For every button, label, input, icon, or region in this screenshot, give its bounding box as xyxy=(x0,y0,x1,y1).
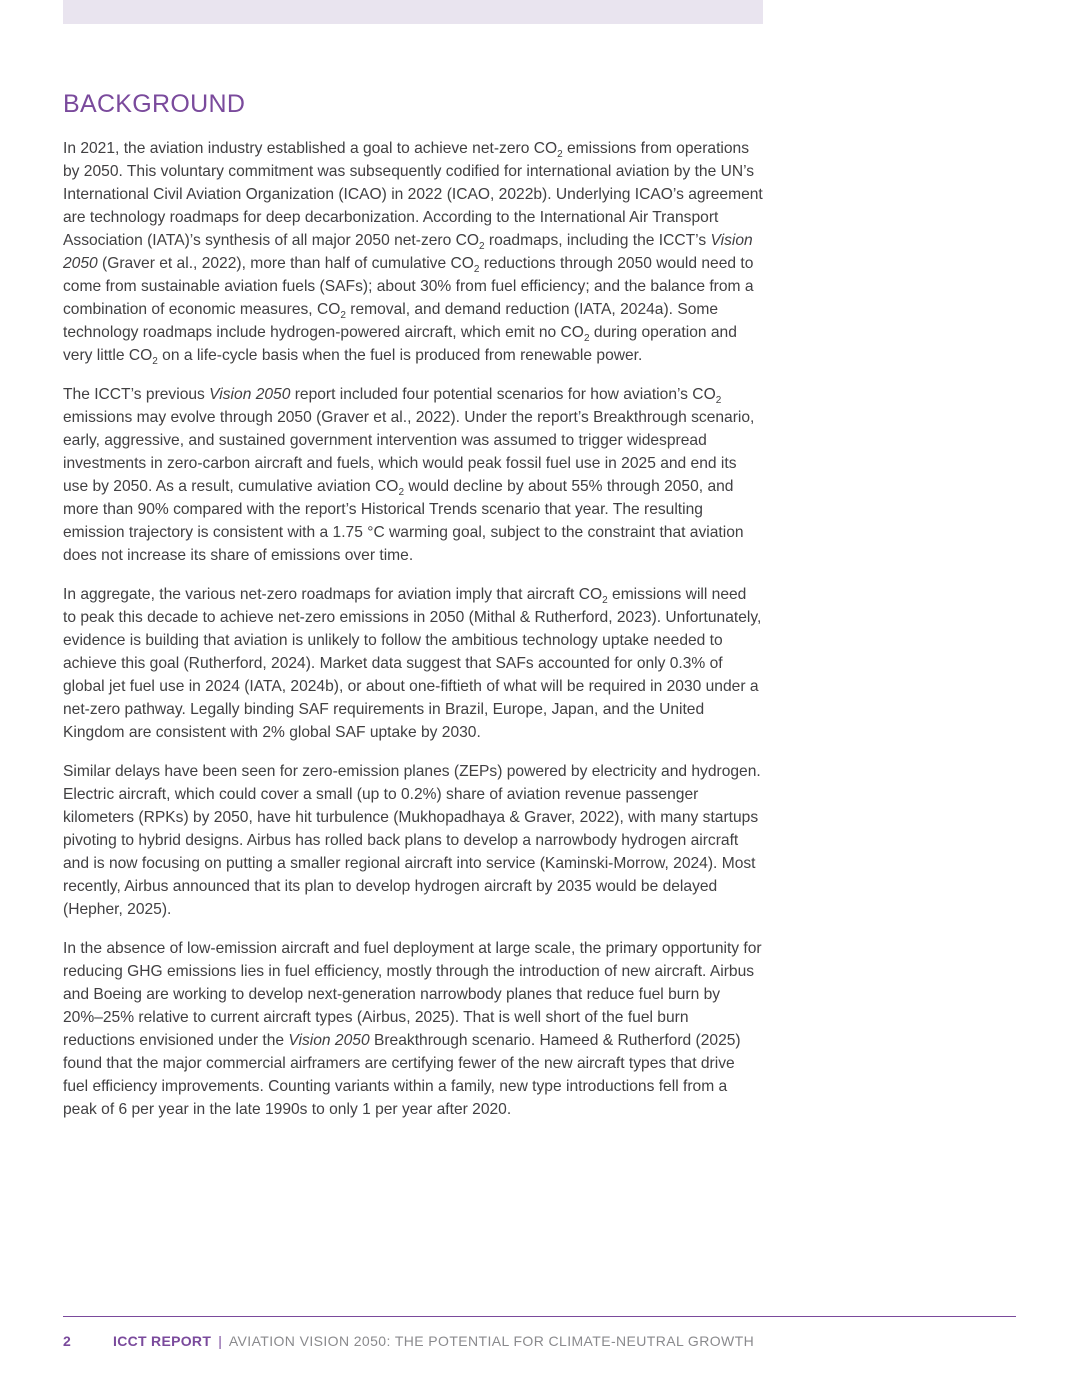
p1-subscript-5: 2 xyxy=(583,333,590,344)
p1-subscript-3: 2 xyxy=(473,264,480,275)
p1-text-7: during operation and very little CO xyxy=(63,324,737,364)
p3-text-2: emissions will need to peak this decade to achieve net-zero emissions in 2050 (Mithal & Rutherford, 2023). Unfortunately, evidence is building that aviation is unlikely to follow the ambitious technology uptake needed to achieve this goal (Rutherford, 2024). Market data suggest that SAFs accounted for only 0.3% of global jet fuel use in 2024 (IATA, 2024b), or about one-fiftieth of what will be required in 2030 under a net-zero pathway. Legally binding SAF requirements in Brazil, Europe, Japan, and the United Kingdom are consistent with 2% global SAF uptake by 2030. xyxy=(63,586,762,741)
p2-text-2: report included four potential scenarios for how aviation’s CO xyxy=(290,386,716,403)
p1-text-5: reductions through 2050 would need to come from sustainable aviation fuels (SAFs); about 30% from fuel efficiency; and the balance from a combination of economic measures, CO xyxy=(63,255,754,318)
p2-text-4: would decline by about 55% through 2050, and more than 90% compared with the report’s Historical Trends scenario that year. The resulting emission trajectory is consistent with a 1.75 °C warming goal, subject to the constraint that aviation does not increase its share of emissions over time. xyxy=(63,478,744,564)
p5-italic-1: Vision 2050 xyxy=(288,1032,370,1049)
body-text xyxy=(63,137,763,1137)
p1-text-3: roadmaps, including the ICCT’s xyxy=(484,232,711,249)
p1-italic-1: Vision 2050 xyxy=(63,232,753,272)
header-band xyxy=(63,0,763,24)
footer-divider xyxy=(63,1316,1016,1317)
p1-text-8: on a life-cycle basis when the fuel is produced from renewable power. xyxy=(157,347,643,364)
p5-text-2: Breakthrough scenario. Hameed & Rutherford (2025) found that the major commercial airframers are certifying fewer of the new aircraft types that drive fuel efficiency improvements. Counting variants within a family, new type introductions fell from a peak of 6 per year in the late 1990s to only 1 per year after 2020. xyxy=(63,1032,741,1118)
page-footer xyxy=(63,1332,754,1350)
footer-report-title: AVIATION VISION 2050: THE POTENTIAL FOR CLIMATE-NEUTRAL GROWTH xyxy=(228,1333,755,1349)
p1-text-4: (Graver et al., 2022), more than half of cumulative CO xyxy=(97,255,474,272)
p1-subscript-4: 2 xyxy=(340,310,346,321)
p2-text-1: The ICCT’s previous xyxy=(63,386,210,403)
p3-subscript-1: 2 xyxy=(602,595,608,606)
p1-text-1: In 2021, the aviation industry established a goal to achieve net-zero CO xyxy=(63,140,558,157)
footer-org: ICCT REPORT xyxy=(113,1333,212,1349)
paragraph-2 xyxy=(63,383,763,567)
p3-text-1: In aggregate, the various net-zero roadmaps for aviation imply that aircraft CO xyxy=(63,586,603,603)
p4-text-1: Similar delays have been seen for zero-emission planes (ZEPs) powered by electricity and hydrogen. Electric aircraft, which could cover a small (up to 0.2%) share of aviation revenue passenger kilometers (RPKs) by 2050, have hit turbulence (Mukhopadhaya & Graver, 2022), with many startups pivoting to hybrid designs. Airbus has rolled back plans to develop a narrowbody hydrogen aircraft and is now focusing on putting a smaller regional aircraft into service (Kaminski-Morrow, 2024). Most recently, Airbus announced that its plan to develop hydrogen aircraft by 2035 would be delayed (Hepher, 2025). xyxy=(63,763,761,918)
paragraph-4 xyxy=(63,760,763,921)
p2-text-3: emissions may evolve through 2050 (Graver et al., 2022). Under the report’s Breakthrough scenario, early, aggressive, and sustained government intervention was assumed to trigger widespread investments in zero-carbon aircraft and fuels, which would peak fossil fuel use in 2025 and end its use by 2050. As a result, cumulative aviation CO xyxy=(63,409,755,495)
p1-subscript-6: 2 xyxy=(152,356,158,367)
p2-italic-1: Vision 2050 xyxy=(209,386,291,403)
p1-subscript-1: 2 xyxy=(557,149,563,160)
paragraph-3 xyxy=(63,583,763,744)
p5-text-1: In the absence of low-emission aircraft and fuel deployment at large scale, the primary opportunity for reducing GHG emissions lies in fuel efficiency, mostly through the introduction of new aircraft. Airbus and Boeing are working to develop next-generation narrowbody planes that reduce fuel burn by 20%–25% relative to current aircraft types (Airbus, 2025). That is well short of the fuel burn reductions envisioned under the xyxy=(63,940,762,1049)
p1-text-2: emissions from operations by 2050. This voluntary commitment was subsequently codified for international aviation by the UN’s International Civil Aviation Organization (ICAO) in 2022 (ICAO, 2022b). Underlying ICAO’s agreement are technology roadmaps for deep decarbonization. According to the International Air Transport Association (IATA)’s synthesis of all major 2050 net-zero CO xyxy=(63,140,763,249)
section-heading: BACKGROUND xyxy=(63,90,246,118)
p2-subscript-2: 2 xyxy=(398,487,405,498)
p2-subscript-1: 2 xyxy=(715,395,722,406)
paragraph-5 xyxy=(63,937,763,1121)
paragraph-1 xyxy=(63,137,763,367)
page-number: 2 xyxy=(63,1333,71,1349)
p1-subscript-2: 2 xyxy=(479,241,485,252)
p1-text-6: removal, and demand reduction (IATA, 2024a). Some technology roadmaps include hydrogen-powered aircraft, which emit no CO xyxy=(63,301,719,341)
footer-separator: | xyxy=(218,1333,222,1349)
